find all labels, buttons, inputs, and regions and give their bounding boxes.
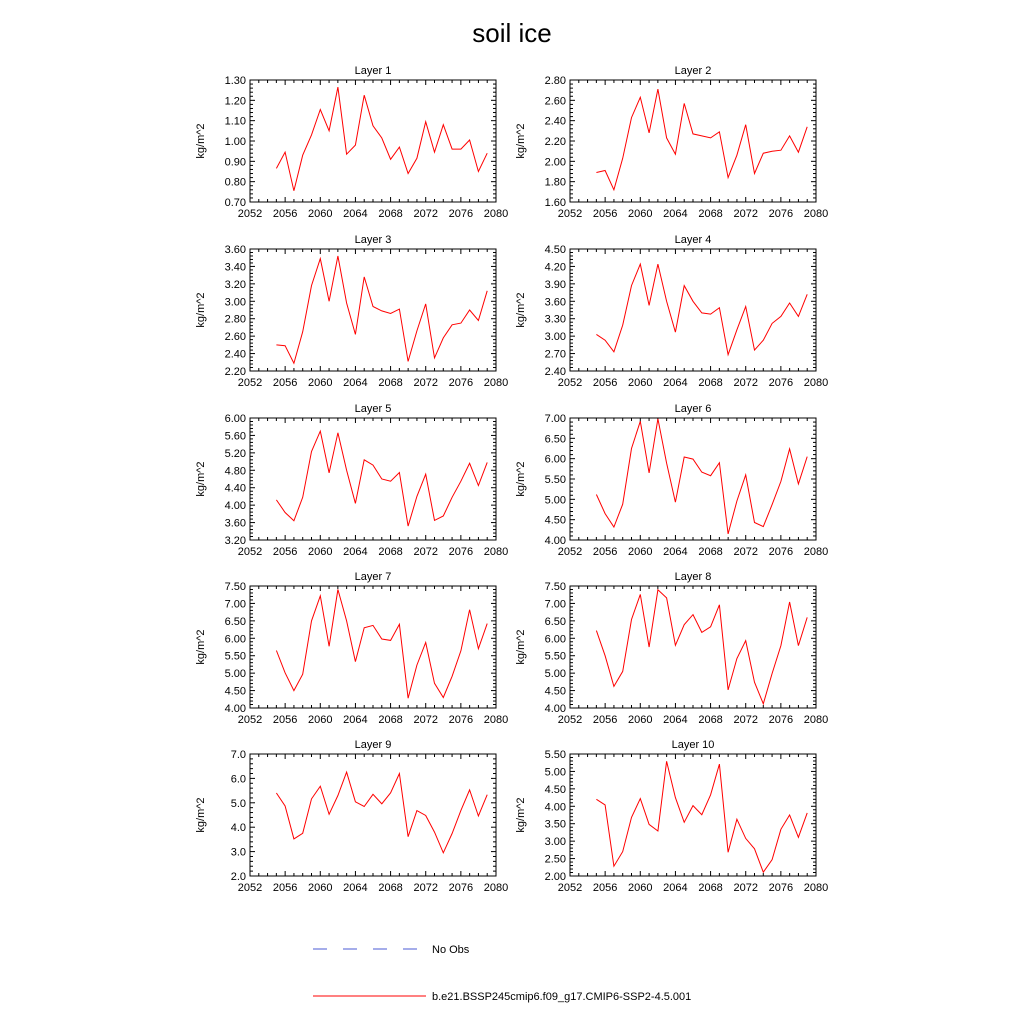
y-tick-label: 3.40 — [224, 261, 246, 274]
plot-frame — [570, 418, 816, 540]
y-axis-label: kg/m^2 — [195, 123, 207, 159]
y-tick-label: 4.40 — [224, 482, 246, 495]
chart-panel-6 — [515, 403, 828, 558]
y-tick-label: 3.00 — [224, 296, 246, 309]
y-tick-label: 7.0 — [230, 749, 246, 761]
x-tick-label: 2068 — [698, 546, 723, 558]
y-tick-label: 4.00 — [544, 535, 566, 547]
y-tick-label: 4.00 — [224, 703, 246, 715]
x-tick-label: 2060 — [628, 714, 653, 726]
chart-panel-5 — [195, 403, 508, 558]
x-tick-label: 2052 — [557, 714, 583, 726]
y-tick-label: 2.80 — [224, 313, 246, 326]
y-tick-label: 6.50 — [224, 615, 246, 628]
panel-title: Layer 5 — [354, 403, 392, 415]
x-tick-label: 2072 — [413, 714, 438, 726]
x-tick-label: 2076 — [448, 377, 474, 389]
y-tick-label: 2.20 — [224, 366, 246, 378]
panel-title: Layer 10 — [671, 739, 715, 751]
y-tick-label: 2.00 — [544, 871, 566, 883]
y-tick-label: 5.00 — [544, 766, 566, 779]
x-tick-label: 2068 — [698, 714, 723, 726]
x-tick-label: 2080 — [483, 377, 509, 389]
x-tick-label: 2076 — [768, 546, 794, 558]
x-tick-label: 2060 — [308, 882, 333, 894]
series-line — [276, 431, 487, 526]
y-tick-label: 4.80 — [224, 465, 246, 478]
x-tick-label: 2076 — [768, 377, 794, 389]
y-axis-label: kg/m^2 — [195, 797, 207, 833]
y-tick-label: 0.90 — [224, 156, 246, 169]
x-tick-label: 2076 — [768, 882, 794, 894]
y-tick-label: 2.40 — [544, 366, 566, 378]
x-tick-label: 2076 — [448, 882, 474, 894]
x-tick-label: 2068 — [378, 208, 403, 220]
y-tick-label: 7.00 — [544, 413, 566, 425]
y-tick-label: 3.60 — [224, 244, 246, 256]
y-tick-label: 5.50 — [544, 749, 566, 761]
y-tick-label: 4.00 — [544, 703, 566, 715]
y-tick-label: 3.0 — [230, 846, 246, 859]
y-tick-label: 6.00 — [544, 633, 566, 646]
y-tick-label: 3.60 — [544, 296, 566, 309]
x-tick-label: 2056 — [592, 208, 618, 220]
y-tick-label: 6.0 — [230, 773, 246, 786]
y-tick-label: 5.0 — [230, 797, 246, 810]
chart-panel-3 — [195, 234, 508, 389]
y-tick-label: 3.20 — [224, 278, 246, 291]
x-tick-label: 2068 — [378, 546, 403, 558]
y-tick-label: 2.80 — [544, 75, 566, 87]
y-tick-label: 3.20 — [224, 535, 246, 547]
y-tick-label: 2.40 — [544, 115, 566, 128]
y-tick-label: 5.60 — [224, 430, 246, 443]
x-tick-label: 2072 — [733, 377, 758, 389]
series-line — [276, 87, 487, 191]
chart-panel-7 — [195, 571, 508, 726]
y-tick-label: 1.60 — [544, 197, 566, 209]
y-tick-label: 1.20 — [224, 95, 246, 108]
series-line — [276, 590, 487, 699]
chart-panel-9 — [195, 739, 508, 894]
x-tick-label: 2068 — [378, 714, 403, 726]
x-tick-label: 2076 — [768, 714, 794, 726]
y-tick-label: 5.00 — [544, 494, 566, 507]
y-tick-label: 6.00 — [544, 453, 566, 466]
x-tick-label: 2064 — [343, 208, 368, 220]
x-tick-label: 2068 — [698, 208, 723, 220]
panel-title: Layer 6 — [674, 403, 712, 415]
y-tick-label: 3.50 — [544, 818, 566, 831]
y-tick-label: 2.40 — [224, 348, 246, 361]
y-tick-label: 2.70 — [544, 348, 566, 361]
y-tick-label: 3.60 — [224, 517, 246, 530]
legend — [313, 944, 691, 1003]
y-axis-label: kg/m^2 — [515, 461, 527, 497]
y-tick-label: 4.50 — [544, 685, 566, 698]
plot-frame — [250, 586, 496, 708]
chart-panel-8 — [515, 571, 828, 726]
x-tick-label: 2072 — [413, 882, 438, 894]
series-line — [276, 256, 487, 363]
plot-frame — [250, 418, 496, 540]
y-tick-label: 5.20 — [224, 447, 246, 460]
x-tick-label: 2056 — [592, 882, 618, 894]
y-axis-label: kg/m^2 — [515, 629, 527, 665]
x-tick-label: 2064 — [663, 546, 688, 558]
series-line — [596, 761, 807, 872]
figure-title: soil ice — [472, 18, 552, 48]
y-tick-label: 2.50 — [544, 853, 566, 866]
y-tick-label: 4.50 — [224, 685, 246, 698]
y-axis-label: kg/m^2 — [195, 461, 207, 497]
x-tick-label: 2076 — [448, 546, 474, 558]
panels — [195, 65, 828, 894]
plot-frame — [570, 586, 816, 708]
x-tick-label: 2060 — [628, 546, 653, 558]
y-tick-label: 4.0 — [230, 822, 246, 835]
x-tick-label: 2052 — [237, 208, 263, 220]
x-tick-label: 2056 — [272, 714, 298, 726]
y-axis-label: kg/m^2 — [195, 629, 207, 665]
x-tick-label: 2072 — [413, 208, 438, 220]
x-tick-label: 2060 — [628, 377, 653, 389]
x-tick-label: 2072 — [733, 208, 758, 220]
x-tick-label: 2056 — [272, 882, 298, 894]
x-tick-label: 2052 — [557, 546, 583, 558]
x-tick-label: 2064 — [343, 377, 368, 389]
x-tick-label: 2056 — [592, 377, 618, 389]
x-tick-label: 2064 — [343, 882, 368, 894]
x-tick-label: 2060 — [628, 208, 653, 220]
y-tick-label: 3.90 — [544, 278, 566, 291]
x-tick-label: 2080 — [803, 208, 829, 220]
x-tick-label: 2076 — [768, 208, 794, 220]
x-tick-label: 2080 — [483, 208, 509, 220]
x-tick-label: 2080 — [483, 714, 509, 726]
panel-title: Layer 8 — [674, 571, 712, 583]
x-tick-label: 2064 — [663, 714, 688, 726]
y-tick-label: 4.50 — [544, 783, 566, 796]
plot-frame — [570, 80, 816, 202]
x-tick-label: 2072 — [413, 377, 438, 389]
x-tick-label: 2064 — [663, 208, 688, 220]
x-tick-label: 2056 — [272, 377, 298, 389]
y-tick-label: 3.30 — [544, 313, 566, 326]
y-tick-label: 4.00 — [224, 500, 246, 513]
x-tick-label: 2076 — [448, 208, 474, 220]
chart-panel-4 — [515, 234, 828, 389]
legend-model-label: b.e21.BSSP245cmip6.f09_g17.CMIP6-SSP2-4.5.001 — [432, 991, 692, 1003]
x-tick-label: 2060 — [308, 546, 333, 558]
y-tick-label: 2.20 — [544, 136, 566, 148]
y-tick-label: 2.60 — [224, 331, 246, 344]
x-tick-label: 2056 — [592, 546, 618, 558]
y-axis-label: kg/m^2 — [515, 797, 527, 833]
x-tick-label: 2052 — [237, 377, 263, 389]
chart-panel-2 — [515, 65, 828, 220]
x-tick-label: 2052 — [237, 546, 263, 558]
x-tick-label: 2072 — [413, 546, 438, 558]
y-tick-label: 6.00 — [224, 633, 246, 646]
x-tick-label: 2072 — [733, 882, 758, 894]
y-tick-label: 1.10 — [224, 115, 246, 128]
series-line — [596, 590, 807, 704]
y-axis-label: kg/m^2 — [195, 292, 207, 328]
series-line — [596, 264, 807, 355]
y-tick-label: 5.50 — [544, 474, 566, 486]
x-tick-label: 2060 — [308, 714, 333, 726]
series-line — [596, 89, 807, 190]
y-tick-label: 1.30 — [224, 75, 246, 87]
y-tick-label: 0.70 — [224, 197, 246, 209]
y-tick-label: 6.50 — [544, 615, 566, 628]
x-tick-label: 2060 — [308, 377, 333, 389]
x-tick-label: 2064 — [663, 882, 688, 894]
legend-no-obs-label: No Obs — [432, 944, 470, 956]
y-tick-label: 6.50 — [544, 433, 566, 446]
panel-title: Layer 3 — [354, 234, 392, 246]
y-tick-label: 5.00 — [544, 668, 566, 681]
x-tick-label: 2056 — [272, 546, 298, 558]
y-axis-label: kg/m^2 — [515, 123, 527, 159]
x-tick-label: 2060 — [308, 208, 333, 220]
x-tick-label: 2072 — [733, 714, 758, 726]
y-tick-label: 5.50 — [544, 650, 566, 663]
x-tick-label: 2068 — [698, 882, 723, 894]
y-axis-label: kg/m^2 — [515, 292, 527, 328]
y-tick-label: 7.00 — [224, 598, 246, 611]
x-tick-label: 2064 — [663, 377, 688, 389]
plot-frame — [250, 80, 496, 202]
x-tick-label: 2072 — [733, 546, 758, 558]
series-line — [596, 419, 807, 534]
y-tick-label: 7.50 — [224, 581, 246, 593]
x-tick-label: 2056 — [272, 208, 298, 220]
y-tick-label: 6.00 — [224, 413, 246, 425]
y-tick-label: 1.00 — [224, 136, 246, 148]
y-tick-label: 2.60 — [544, 95, 566, 108]
x-tick-label: 2080 — [803, 714, 829, 726]
panel-title: Layer 9 — [354, 739, 392, 751]
plot-frame — [250, 249, 496, 371]
x-tick-label: 2068 — [378, 882, 403, 894]
y-tick-label: 3.00 — [544, 836, 566, 849]
y-tick-label: 7.00 — [544, 598, 566, 611]
panel-title: Layer 7 — [354, 571, 392, 583]
chart-panel-10 — [515, 739, 828, 894]
y-tick-label: 4.50 — [544, 244, 566, 256]
x-tick-label: 2080 — [483, 882, 509, 894]
x-tick-label: 2056 — [592, 714, 618, 726]
x-tick-label: 2080 — [803, 377, 829, 389]
y-tick-label: 7.50 — [544, 581, 566, 593]
x-tick-label: 2052 — [557, 882, 583, 894]
panel-title: Layer 4 — [674, 234, 712, 246]
x-tick-label: 2052 — [557, 377, 583, 389]
x-tick-label: 2060 — [628, 882, 653, 894]
plot-frame — [570, 249, 816, 371]
y-tick-label: 5.50 — [224, 650, 246, 663]
y-tick-label: 1.80 — [544, 176, 566, 189]
x-tick-label: 2064 — [343, 546, 368, 558]
y-tick-label: 4.00 — [544, 801, 566, 814]
y-tick-label: 4.50 — [544, 514, 566, 527]
x-tick-label: 2068 — [698, 377, 723, 389]
series-line — [276, 772, 487, 853]
panel-title: Layer 1 — [354, 65, 392, 77]
y-tick-label: 4.20 — [544, 261, 566, 274]
y-tick-label: 2.0 — [230, 871, 246, 883]
y-tick-label: 0.80 — [224, 176, 246, 189]
y-tick-label: 3.00 — [544, 331, 566, 344]
y-tick-label: 2.00 — [544, 156, 566, 169]
chart-panel-1 — [195, 65, 508, 220]
x-tick-label: 2052 — [557, 208, 583, 220]
x-tick-label: 2080 — [803, 882, 829, 894]
panel-title: Layer 2 — [674, 65, 712, 77]
x-tick-label: 2052 — [237, 882, 263, 894]
x-tick-label: 2052 — [237, 714, 263, 726]
x-tick-label: 2068 — [378, 377, 403, 389]
y-tick-label: 5.00 — [224, 668, 246, 681]
x-tick-label: 2076 — [448, 714, 474, 726]
x-tick-label: 2080 — [803, 546, 829, 558]
x-tick-label: 2064 — [343, 714, 368, 726]
x-tick-label: 2080 — [483, 546, 509, 558]
